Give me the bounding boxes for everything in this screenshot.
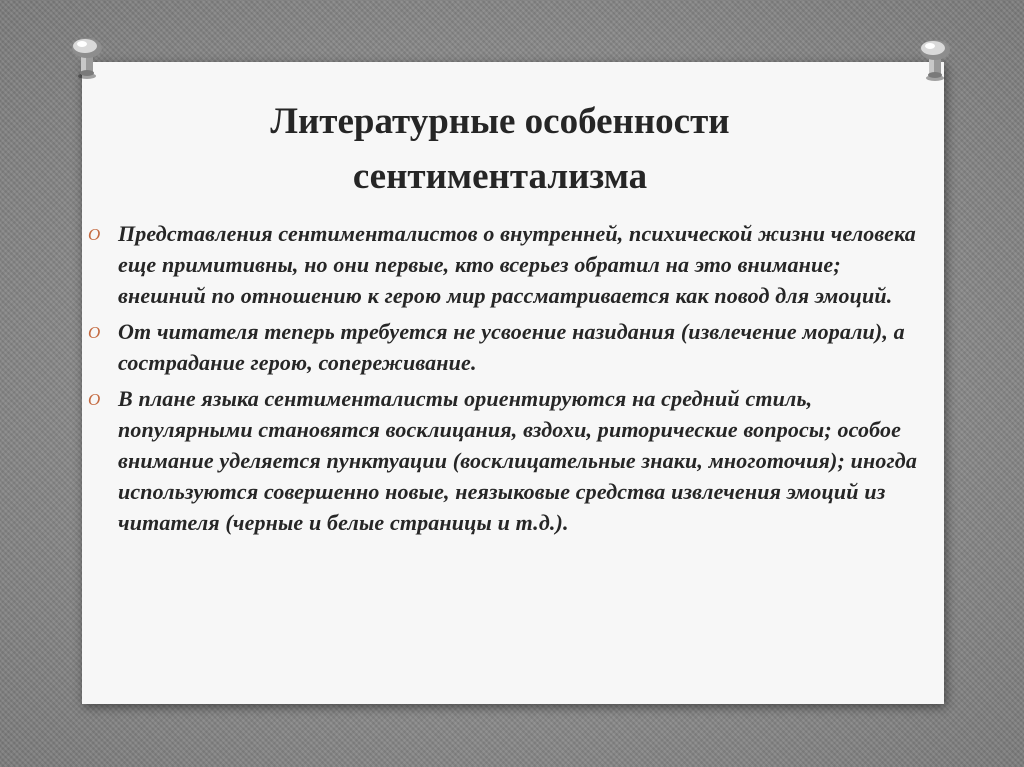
slide-title xyxy=(150,94,850,204)
bullet-marker-icon: O xyxy=(88,323,101,342)
bullet-list xyxy=(88,218,928,543)
bullet-marker-icon: O xyxy=(88,390,101,409)
pushpin-icon xyxy=(918,38,952,84)
bullet-item xyxy=(88,218,928,311)
pushpin-icon xyxy=(70,36,104,82)
bullet-item xyxy=(88,383,928,538)
bullet-text: Представления сентименталистов о внутренней, психической жизни человека еще примитивны, но они первые, кто всерьез обратил на это внимание; внешний по отношению к герою мир рассматривается как повод для эмоций. xyxy=(118,221,916,308)
bullet-text: От читателя теперь требуется не усвоение назидания (извлечение морали), а сострадание герою, сопереживание. xyxy=(118,319,905,375)
bullet-marker-icon: O xyxy=(88,225,101,244)
bullet-item xyxy=(88,316,928,378)
slide-title-line-1: Литературные особенности xyxy=(270,101,730,142)
bullet-text: В плане языка сентименталисты ориентируются на средний стиль, популярными становятся восклицания, вздохи, риторические вопросы; особое внимание уделяется пунктуации (восклицательные знаки, многоточия); иногда используются совершенно новые, неязыковые средства извлечения эмоций из читателя (черные и белые страницы и т.д.). xyxy=(118,386,917,535)
slide-title-line-2: сентиментализма xyxy=(352,156,648,197)
